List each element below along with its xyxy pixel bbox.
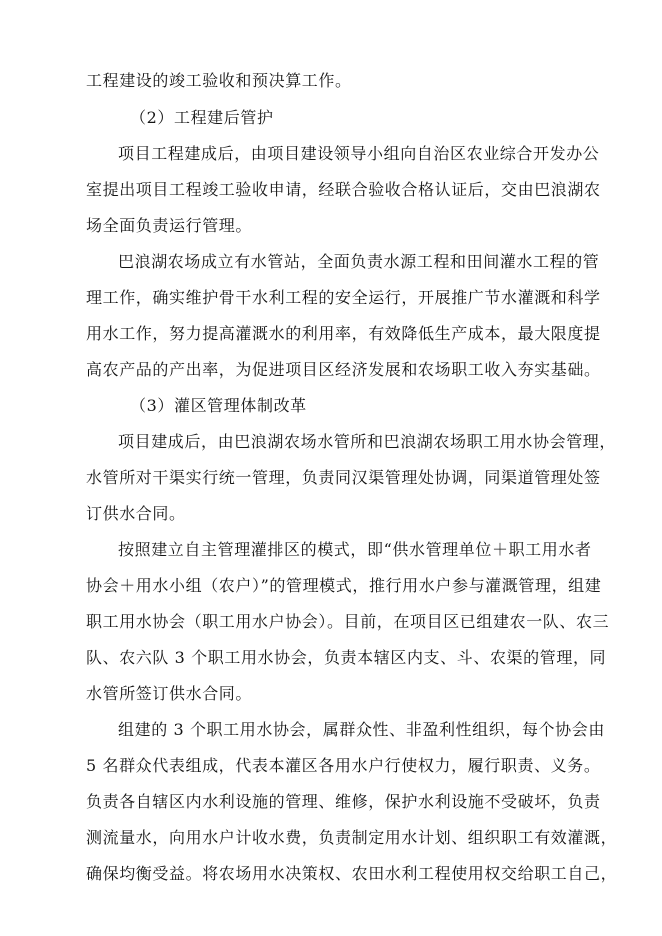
paragraph-6-line-5: 确保均衡受益。将农场用水决策权、农田水利工程使用权交给职工自己，	[86, 864, 618, 883]
paragraph-6-line-3: 负责各自辖区内水利设施的管理、维修，保护水利设施不受破坏，负责	[86, 792, 601, 811]
paragraph-1-line-1: 工程建设的竣工验收和预决算工作。	[86, 71, 352, 90]
paragraph-2-line-3: 场全面负责运行管理。	[86, 216, 253, 235]
paragraph-5-line-4: 队、农六队 3 个职工用水协会，负责本辖区内支、斗、农渠的管理，同	[86, 648, 607, 667]
paragraph-6-line-1: 组建的 3 个职工用水协会，属群众性、非盈利性组织，每个协会由	[118, 720, 605, 739]
paragraph-4-line-2: 水管所对干渠实行统一管理，负责同汉渠管理处协调，同渠道管理处签	[86, 468, 601, 487]
paragraph-5-line-2: 协会＋用水小组（农户）”的管理模式，推行用水户参与灌溉管理，组建	[86, 576, 602, 595]
paragraph-4-line-1: 项目建成后，由巴浪湖农场水管所和巴浪湖农场职工用水协会管理，	[118, 432, 617, 451]
paragraph-2-line-2: 室提出项目工程竣工验收申请，经联合验收合格认证后，交由巴浪湖农	[86, 180, 601, 199]
heading-project-maintenance: （2）工程建后管护	[130, 108, 274, 127]
paragraph-3-line-1: 巴浪湖农场成立有水管站，全面负责水源工程和田间灌水工程的管	[118, 252, 600, 271]
paragraph-2-line-1: 项目工程建成后，由项目建设领导小组向自治区农业综合开发办公	[118, 144, 600, 163]
paragraph-4-line-3: 订供水合同。	[86, 504, 186, 523]
paragraph-6-line-4: 测流量水，向用水户计收水费，负责制定用水计划、组织职工有效灌溉，	[86, 828, 618, 847]
heading-irrigation-reform: （3）灌区管理体制改革	[130, 396, 307, 415]
paragraph-6-line-2: 5 名群众代表组成，代表本灌区各用水户行使权力，履行职责、义务。	[86, 756, 601, 775]
paragraph-5-line-1: 按照建立自主管理灌排区的模式，即“供水管理单位＋职工用水者	[118, 540, 592, 559]
paragraph-3-line-3: 用水工作，努力提高灌溉水的利用率，有效降低生产成本，最大限度提	[86, 324, 601, 343]
paragraph-3-line-4: 高农产品的产出率，为促进项目区经济发展和农场职工收入夯实基础。	[86, 360, 601, 379]
paragraph-5-line-3: 职工用水协会（职工用水户协会）。目前，在项目区已组建农一队、农三	[86, 612, 610, 631]
paragraph-3-line-2: 理工作，确实维护骨干水利工程的安全运行，开展推广节水灌溉和科学	[86, 288, 601, 307]
paragraph-5-line-5: 水管所签订供水合同。	[86, 684, 253, 703]
